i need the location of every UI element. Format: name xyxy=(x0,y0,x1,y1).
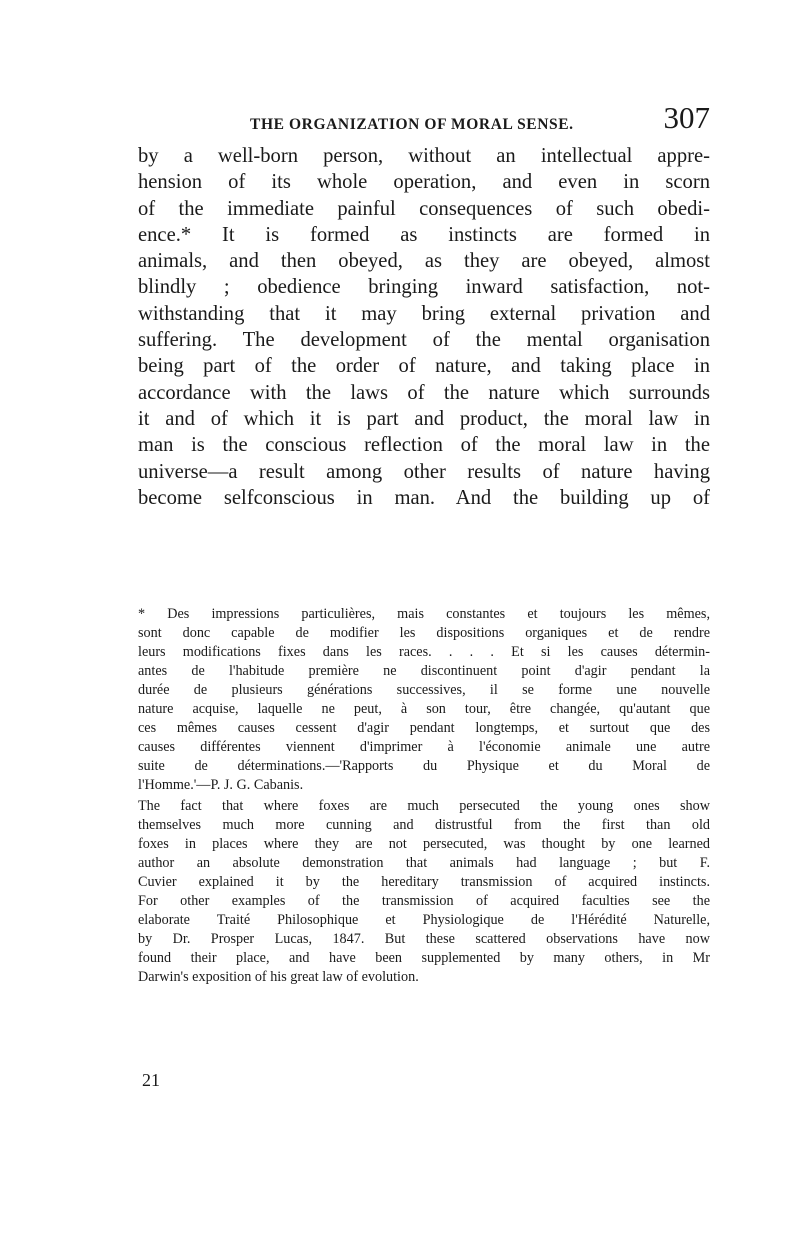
footnote-line: For other examples of the transmission of acquired faculties see the xyxy=(138,893,710,909)
body-line: blindly ; obedience bringing inward satisfaction, not- xyxy=(138,276,710,299)
body-line: hension of its whole operation, and even in scorn xyxy=(138,171,710,194)
body-line: withstanding that it may bring external privation and xyxy=(138,302,710,325)
footnote-line: The fact that where foxes are much persecuted the young ones show xyxy=(138,798,710,814)
body-line: suffering. The development of the mental organisation xyxy=(138,329,710,352)
page-number: 307 xyxy=(663,100,710,135)
footnote-line: Darwin's exposition of his great law of evolution. xyxy=(138,969,419,985)
footnote-line: durée de plusieurs générations successives, il se forme une nouvelle xyxy=(138,682,710,698)
footnote-line: nature acquise, laquelle ne peut, à son tour, être changée, qu'autant que xyxy=(138,701,710,717)
signature-mark: 21 xyxy=(142,1070,160,1090)
running-head xyxy=(140,98,710,138)
chapter-title: THE ORGANIZATION OF MORAL SENSE. xyxy=(250,116,574,133)
footnote-line: ces mêmes causes cessent d'agir pendant longtemps, et surtout que des xyxy=(138,720,710,736)
body-line: ence.* It is formed as instincts are formed in xyxy=(138,223,710,246)
body-line: of the immediate painful consequences of such obedi- xyxy=(138,197,710,220)
footnote-line: elaborate Traité Philosophique et Physiologique de l'Hérédité Naturelle, xyxy=(138,912,710,928)
footnote-line: antes de l'habitude première ne discontinuent point d'agir pendant la xyxy=(138,663,710,679)
footnote-line: * Des impressions particulières, mais constantes et toujours les mêmes, xyxy=(138,606,710,622)
footnote-line: author an absolute demonstration that animals had language ; but F. xyxy=(138,855,710,871)
footnote-line: leurs modifications fixes dans les races. . . . Et si les causes détermin- xyxy=(138,644,710,660)
footnote-line: suite de déterminations.—'Rapports du Physique et du Moral de xyxy=(138,758,710,774)
body-line: man is the conscious reflection of the moral law in the xyxy=(138,434,710,457)
body-line: become selfconscious in man. And the building up of xyxy=(138,486,710,509)
body-line: it and of which it is part and product, the moral law in xyxy=(138,407,710,430)
footnote-line: themselves much more cunning and distrustful from the first than old xyxy=(138,817,710,833)
footnote-line: found their place, and have been supplemented by many others, in Mr xyxy=(138,950,710,966)
footnote-line: Cuvier explained it by the hereditary transmission of acquired instincts. xyxy=(138,874,710,890)
footnote-line: causes différentes viennent d'imprimer à l'économie animale une autre xyxy=(138,739,710,755)
footnote-line: sont donc capable de modifier les dispositions organiques et de rendre xyxy=(138,625,710,641)
footnote-line: l'Homme.'—P. J. G. Cabanis. xyxy=(138,777,304,793)
body-line: accordance with the laws of the nature which surrounds xyxy=(138,381,710,404)
footnote xyxy=(138,605,710,987)
body-text xyxy=(138,143,710,511)
body-line: being part of the order of nature, and taking place in xyxy=(138,355,710,378)
body-line: by a well-born person, without an intellectual appre- xyxy=(138,145,710,167)
body-line: universe—a result among other results of nature having xyxy=(138,460,710,483)
footnote-line: by Dr. Prosper Lucas, 1847. But these scattered observations have now xyxy=(138,931,710,947)
footnote-line: foxes in places where they are not persecuted, was thought by one learned xyxy=(138,836,710,852)
body-line: animals, and then obeyed, as they are obeyed, almost xyxy=(138,250,710,273)
